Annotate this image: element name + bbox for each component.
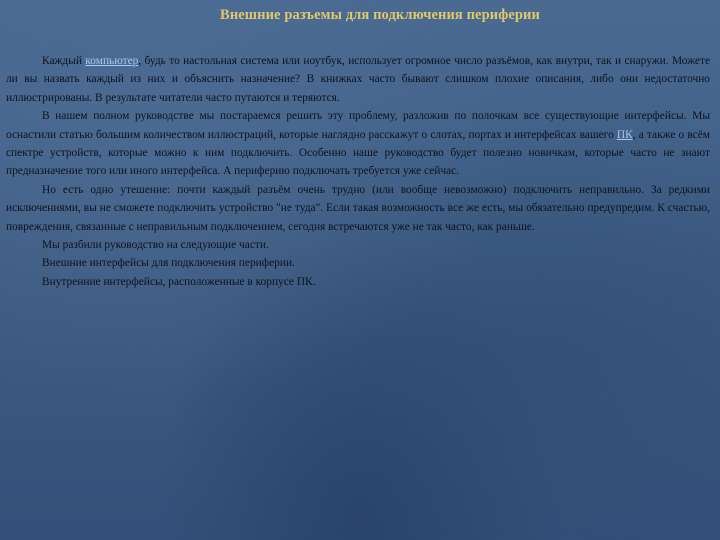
- paragraph-consolation: Но есть одно утешение: почти каждый разъём очень трудно (или вообще невозможно) подключить неправильно. За редкими исключениями, вы не сможете подключить устройство "не туда". Если такая возможность все же есть, мы обязательно предупредим. К счастью, повреждения, связанные с неправильным подключением, сегодня встречаются уже не так часто, как раньше.: [6, 183, 710, 233]
- paragraph-intro-start: Каждый: [42, 55, 86, 67]
- paragraph-external: Внешние интерфейсы для подключения периферии.: [42, 257, 295, 270]
- slide-title: Внешние разъемы для подключения периферии: [220, 7, 540, 23]
- paragraph-guide-start: В нашем полном руководстве мы постараемся решить эту проблему, разложив по полочкам все существующие интерфейсы. Мы оснастили статью большим количеством иллюстраций, которые наглядно расскажут о слотах, портах и интерфейсах вашего: [6, 110, 710, 141]
- link-pc[interactable]: ПК: [616, 128, 633, 141]
- paragraph-intro-end: , будь то настольная система или ноутбук, использует огромное число разъёмов, как внутри, так и снаружи. Можете ли вы назвать каждый из них и объяснить назначение? В книжках часто бывают слишком плохие описания, либо они недостаточно иллюстрированы. В результате читатели часто путаются и теряются.: [6, 55, 711, 104]
- paragraph-parts: Мы разбили руководство на следующие части.: [42, 239, 269, 252]
- paragraph-internal: Внутренние интерфейсы, расположенные в корпусе ПК.: [42, 275, 316, 288]
- paragraph-guide: [6, 107, 710, 181]
- paragraph-guide-end: , а также о всём спектре устройств, которые можно к ним подключить. Особенно наше руководство будет полезно новичкам, которые часто не знают предназначение того или иного интерфейса. А периферию подключать требуется уже сейчас.: [6, 128, 710, 178]
- link-computer[interactable]: компьютер: [85, 55, 139, 67]
- paragraph-intro: [6, 52, 710, 107]
- slide-body: [6, 52, 710, 291]
